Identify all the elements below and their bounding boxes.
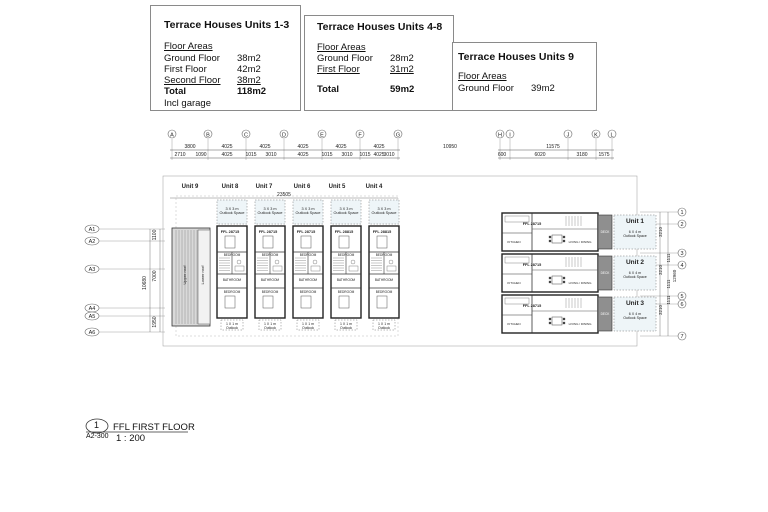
dimension-text: 1015: [321, 152, 333, 158]
grid-number: 3: [680, 251, 684, 257]
bed: [339, 296, 349, 308]
dimension-text: 1111: [666, 279, 671, 289]
grid-label: A4: [88, 306, 96, 312]
grid-letter: A: [170, 132, 174, 139]
ffl-label: FFL 28715: [522, 304, 542, 308]
dimension-text: 4025: [373, 152, 385, 158]
deck-label: DECK: [600, 312, 610, 316]
dimension-text: 1575: [598, 152, 610, 158]
outlook-label: 6 X 4 m Outlook Space: [623, 230, 647, 238]
bed: [301, 236, 311, 248]
outlook-label: 3 X 3 m Outlook Space: [219, 207, 245, 216]
dimension-text: 3210: [658, 226, 663, 238]
grid-number: 6: [680, 302, 684, 308]
unit-outline: [502, 254, 598, 292]
chair: [563, 322, 565, 324]
unit-label: Unit 8: [221, 184, 239, 190]
outlook-label: 1 X 1 m Outlook: [339, 322, 353, 330]
chair: [549, 240, 551, 242]
unit-label: Unit 9: [181, 184, 199, 190]
dimension-text: 4025: [221, 144, 233, 150]
schedule-title: Terrace Houses Units 4-8: [317, 21, 443, 33]
drawing-scale: 1 : 200: [116, 433, 146, 444]
schedule-row-label: First Floor: [317, 64, 360, 75]
grid-letter: D: [282, 132, 286, 139]
unit-label: Unit 2: [625, 259, 645, 266]
room-label: BEDROOM: [261, 253, 279, 257]
unit-label: Unit 6: [293, 184, 311, 190]
dimension-text: 4025: [221, 152, 233, 158]
room-label: LIVING / DINING: [568, 322, 592, 326]
chair: [563, 277, 565, 279]
schedule-total-value: 59m2: [390, 84, 415, 95]
grid-number: 7: [680, 334, 684, 340]
bed: [339, 236, 349, 248]
schedule-row-label: Ground Floor: [164, 53, 220, 64]
drawing-sheet-ref: A2-300: [86, 433, 109, 440]
room-label: KITCHEN: [507, 281, 521, 285]
grid-letter: J: [566, 132, 570, 139]
dimension-text: 3210: [658, 304, 663, 316]
grid-letter: B: [206, 132, 210, 139]
schedule-row-value: 42m2: [237, 64, 261, 75]
outlook-label: 3 X 3 m Outlook Space: [371, 207, 397, 216]
grid-number: 4: [680, 263, 684, 269]
unit-label: Unit 3: [625, 300, 645, 307]
dimension-text: 10680: [142, 276, 148, 290]
ffl-label: FFL 28715: [220, 230, 240, 234]
chair: [549, 281, 551, 283]
room-label: BATHROOM: [222, 278, 242, 282]
schedule-row-label: Ground Floor: [458, 83, 514, 94]
grid-label: A5: [88, 314, 96, 320]
ffl-label: FFL 28815: [334, 230, 354, 234]
dimension-text: 1015: [359, 152, 371, 158]
grid-letter: C: [244, 132, 248, 139]
schedule-title: Terrace Houses Units 1-3: [164, 19, 290, 31]
bed: [301, 296, 311, 308]
dining-table: [552, 276, 562, 284]
schedule-total-label: Total: [317, 84, 339, 95]
dimension-text: 3800: [184, 144, 196, 150]
dimension-text: 4025: [373, 144, 385, 150]
dimension-text: 4025: [297, 152, 309, 158]
dimension-text: 3010: [341, 152, 353, 158]
grid-letter: G: [395, 132, 401, 139]
dimension-text: 11575: [546, 144, 560, 150]
room-label: BATHROOM: [260, 278, 280, 282]
unit-outline: [502, 213, 598, 251]
room-label: BEDROOM: [299, 253, 317, 257]
room-label: BATHROOM: [374, 278, 394, 282]
room-label: BATHROOM: [298, 278, 318, 282]
bed: [263, 236, 273, 248]
schedule-row-label: Second Floor: [164, 75, 221, 86]
grid-label: A6: [88, 330, 96, 336]
bed: [377, 296, 387, 308]
dimension-text: 4025: [335, 144, 347, 150]
drawing-name: FFL FIRST FLOOR: [113, 422, 195, 433]
schedule-subheading: Floor Areas: [164, 41, 213, 52]
grid-letter: H: [498, 132, 502, 139]
dimension-text: 1100: [152, 229, 158, 241]
ffl-label: FFL 28715: [522, 263, 542, 267]
dimension-text: 12960: [672, 269, 677, 283]
chair: [549, 322, 551, 324]
outlook-label: 3 X 3 m Outlook Space: [257, 207, 283, 216]
grid-letter: L: [610, 132, 614, 139]
bed: [377, 236, 387, 248]
chair: [563, 318, 565, 320]
grid-number: 2: [680, 222, 684, 228]
ffl-label: FFL 28715: [296, 230, 316, 234]
dimension-text: 2710: [174, 152, 186, 158]
dimension-text: 1950: [152, 316, 158, 328]
schedule-row-value: 38m2: [237, 75, 261, 86]
room-label: BEDROOM: [223, 253, 241, 257]
room-label: KITCHEN: [507, 322, 521, 326]
outlook-label: 6 X 4 m Outlook Space: [623, 271, 647, 279]
room-label: BEDROOM: [299, 290, 317, 294]
dining-table: [552, 317, 562, 325]
dining-table: [552, 235, 562, 243]
chair: [549, 277, 551, 279]
dimension-text: 6020: [534, 152, 546, 158]
dimension-text: 23505: [277, 192, 291, 198]
grid-label: A3: [88, 267, 96, 273]
grid-letter: F: [358, 132, 362, 139]
schedule-row-value: 39m2: [531, 83, 555, 94]
chair: [549, 236, 551, 238]
grid-label: A1: [88, 227, 96, 233]
room-label: BEDROOM: [337, 290, 355, 294]
dimension-text: 3180: [576, 152, 588, 158]
outlook-label: 3 X 3 m Outlook Space: [333, 207, 359, 216]
bed: [225, 296, 235, 308]
grid-letter: K: [594, 132, 598, 139]
schedule-total-label: Total: [164, 86, 186, 97]
dimension-text: 3010: [383, 152, 395, 158]
outlook-label: 1 X 1 m Outlook: [263, 322, 277, 330]
dimension-text: 1111: [666, 253, 671, 263]
dimension-text: 3210: [658, 264, 663, 276]
outlook-label: 3 X 3 m Outlook Space: [295, 207, 321, 216]
ffl-label: FFL 28715: [522, 222, 542, 226]
dimension-text: 1111: [666, 295, 671, 305]
grid-label: A2: [88, 239, 96, 245]
grid-letter: E: [320, 132, 324, 139]
chair: [563, 281, 565, 283]
schedule-row-value: 28m2: [390, 53, 414, 64]
room-label: KITCHEN: [507, 240, 521, 244]
unit-label: Unit 1: [625, 218, 645, 225]
chair: [563, 236, 565, 238]
room-label: BEDROOM: [261, 290, 279, 294]
unit-label: Unit 5: [328, 184, 346, 190]
outlook-label: 6 X 4 m Outlook Space: [623, 312, 647, 320]
schedule-row-label: First Floor: [164, 64, 207, 75]
schedule-row-label: Ground Floor: [317, 53, 373, 64]
dimension-text: 1090: [195, 152, 207, 158]
deck-label: DECK: [600, 271, 610, 275]
room-label: BEDROOM: [375, 290, 393, 294]
room-label: BEDROOM: [223, 290, 241, 294]
schedule-subheading: Floor Areas: [317, 42, 366, 53]
grid-number: 1: [680, 210, 684, 216]
bed: [263, 296, 273, 308]
unit-outline: [502, 295, 598, 333]
room-label: BATHROOM: [336, 278, 356, 282]
schedule-total-value: 118m2: [237, 86, 267, 97]
room-label: LIVING / DINING: [568, 281, 592, 285]
bed: [225, 236, 235, 248]
roof-label: Upper roof: [182, 265, 187, 285]
dimension-text: 600: [497, 152, 507, 158]
plan-geometry: [163, 176, 656, 346]
schedule-row-value: 31m2: [390, 64, 414, 75]
dimension-text: 3010: [265, 152, 277, 158]
chair: [549, 318, 551, 320]
ffl-label: FFL 28815: [372, 230, 392, 234]
dimension-text: 4025: [259, 144, 271, 150]
ffl-label: FFL 28715: [258, 230, 278, 234]
schedule-row-value: 38m2: [237, 53, 261, 64]
unit-label: Unit 7: [255, 184, 273, 190]
room-label: BEDROOM: [375, 253, 393, 257]
room-label: BEDROOM: [337, 253, 355, 257]
dimension-text: 1015: [245, 152, 257, 158]
drawing-number: 1: [94, 420, 100, 430]
outlook-label: 1 X 1 m Outlook: [301, 322, 315, 330]
room-label: LIVING / DINING: [568, 240, 592, 244]
dimension-text: 7000: [152, 270, 158, 282]
dimension-text: 10950: [443, 144, 457, 150]
schedule-title: Terrace Houses Units 9: [458, 51, 574, 63]
grid-number: 5: [680, 294, 684, 300]
chair: [563, 240, 565, 242]
schedule-subheading: Floor Areas: [458, 71, 507, 82]
deck-label: DECK: [600, 230, 610, 234]
schedule-note: Incl garage: [164, 98, 212, 109]
outlook-label: 1 X 1 m Outlook: [225, 322, 239, 330]
outlook-label: 1 X 1 m Outlook: [377, 322, 391, 330]
grid-letter: I: [509, 132, 511, 139]
roof-label: Lower roof: [200, 265, 205, 285]
unit-label: Unit 4: [365, 184, 383, 190]
dimension-text: 4025: [297, 144, 309, 150]
